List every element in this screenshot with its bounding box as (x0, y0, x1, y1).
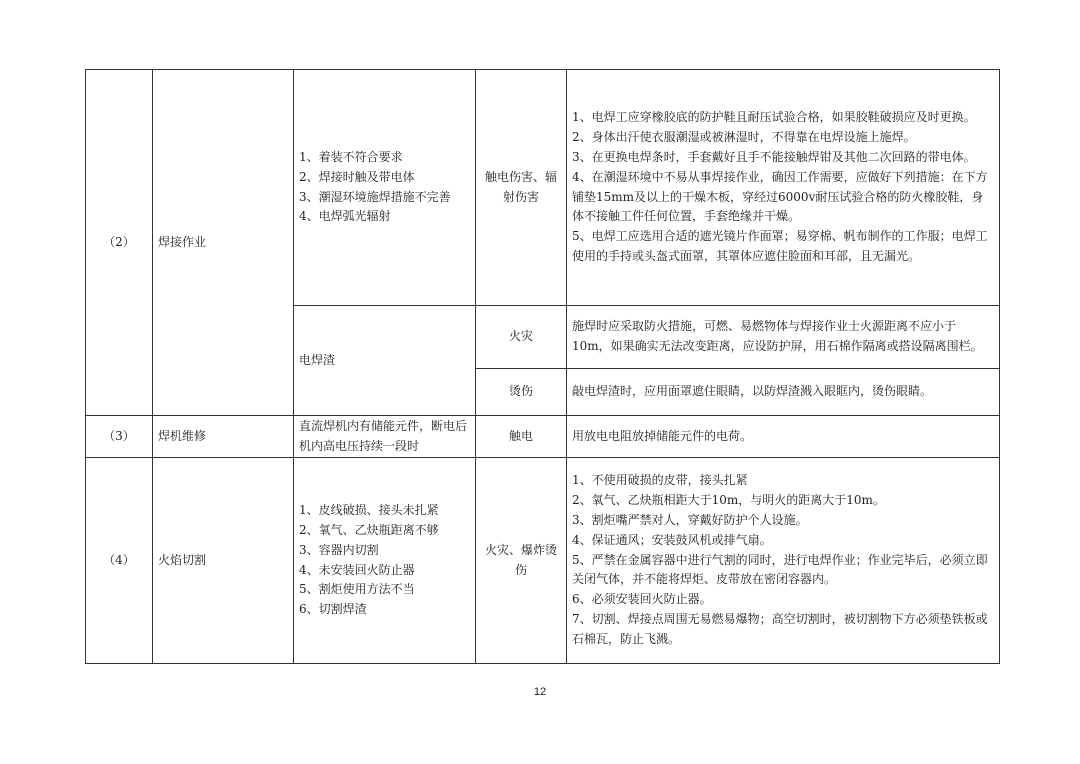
cause-item: 2、焊接时触及带电体 (299, 169, 415, 184)
process-name: 焊机维修 (153, 416, 294, 458)
table-row (86, 416, 1000, 458)
hazard-table (85, 69, 1000, 664)
measure-item: 4、保证通风；安装鼓风机或排气扇。 (572, 532, 772, 547)
safety-measures (567, 458, 1000, 664)
measure-item: 5、电焊工应选用合适的遮光镜片作面罩；易穿棉、帆布制作的工作服；电焊工使用的手持或头盔式面罩，其罩体应遮住脸面和耳部，且无漏光。 (572, 229, 988, 263)
measure-item: 5、严禁在金属容器中进行气割的同时，进行电焊作业；作业完毕后，必须立即关闭气体，并不能将焊炬、皮带放在密闭容器内。 (572, 552, 988, 587)
measure-item: 1、不使用破损的皮带，接头扎紧 (572, 473, 748, 488)
cause-item: 4、未安装回火防止器 (299, 562, 415, 577)
harm-type: 触电伤害、辐射伤害 (476, 70, 567, 306)
table-row (86, 70, 1000, 306)
measure-item: 施焊时应采取防火措施，可燃、易燃物体与焊接作业士火源距离不应小于10m，如果确实无法改变距离，应设防护屏，用石棉作隔离或搭设隔离围栏。 (572, 319, 983, 353)
measure-item: 1、电焊工应穿橡胶底的防护鞋且耐压试验合格，如果胶鞋破损应及时更换。 (572, 110, 976, 125)
measure-item: 敲电焊渣时，应用面罩遮住眼睛，以防焊渣溅入眼眶内，烫伤眼睛。 (572, 384, 933, 399)
hazard-cause (294, 416, 476, 458)
measure-item: 6、必须安装回火防止器。 (572, 592, 712, 607)
row-number: （3） (86, 416, 153, 458)
hazard-cause: 电焊渣 (294, 306, 476, 416)
harm-type (476, 458, 567, 664)
harm-type: 烫伤 (476, 369, 567, 416)
safety-measure (567, 369, 1000, 416)
safety-measures (567, 70, 1000, 306)
measure-item: 7、切割、焊接点周围无易燃易爆物；高空切割时，被切割物下方必须垫铁板或石棉瓦，防止飞溅。 (572, 611, 988, 646)
process-name: 焊接作业 (153, 70, 294, 416)
measure-item: 3、割炬嘴严禁对人，穿戴好防护个人设施。 (572, 513, 808, 527)
cause-item: 6、切割焊渣 (299, 602, 367, 617)
row-number: （2） (86, 70, 153, 416)
table-row (86, 458, 1000, 664)
cause-item: 1、皮线破损、接头未扎紧 (299, 503, 439, 518)
page-number: 12 (533, 686, 547, 698)
measure-item: 2、身体出汗使衣服潮湿或被淋湿时，不得靠在电焊设施上施焊。 (572, 130, 916, 145)
measure-item: 用放电电阻放掉储能元件的电荷。 (572, 428, 753, 443)
safety-measure (567, 306, 1000, 369)
measure-item: 2、氧气、乙炔瓶相距大于10m，与明火的距离大于10m。 (572, 493, 885, 508)
hazard-causes (294, 458, 476, 664)
hazard-causes (294, 70, 476, 306)
cause-item: 3、容器内切割 (299, 542, 379, 557)
cause-item: 2、氧气、乙炔瓶距离不够 (299, 522, 439, 537)
cause-item: 直流焊机内有储能元件，断电后机内高电压持续一段时 (299, 418, 468, 453)
process-name: 火焰切割 (153, 458, 294, 664)
harm-label: 火灾、爆炸烫伤 (484, 542, 557, 577)
measure-item: 3、在更换电焊条时，手套戴好且手不能接触焊钳及其他二次回路的带电体。 (572, 149, 976, 164)
measure-item: 4、在潮湿环境中不易从事焊接作业，确因工作需要，应做好下列措施：在下方铺垫15mm及以上的干燥木板，穿经过6000v耐压试验合格的防火橡胶鞋，身体不接触工件任何位置，手套绝缘并干燥。 (572, 169, 988, 224)
safety-measure (567, 416, 1000, 458)
cause-item: 5、割炬使用方法不当 (299, 582, 415, 597)
harm-type: 火灾 (476, 306, 567, 369)
cause-item: 4、电焊弧光辐射 (299, 209, 391, 224)
cause-item: 3、潮湿环境施焊措施不完善 (299, 189, 451, 204)
harm-type: 触电 (476, 416, 567, 458)
cause-item: 1、着装不符合要求 (299, 149, 403, 164)
row-number: （4） (86, 458, 153, 664)
